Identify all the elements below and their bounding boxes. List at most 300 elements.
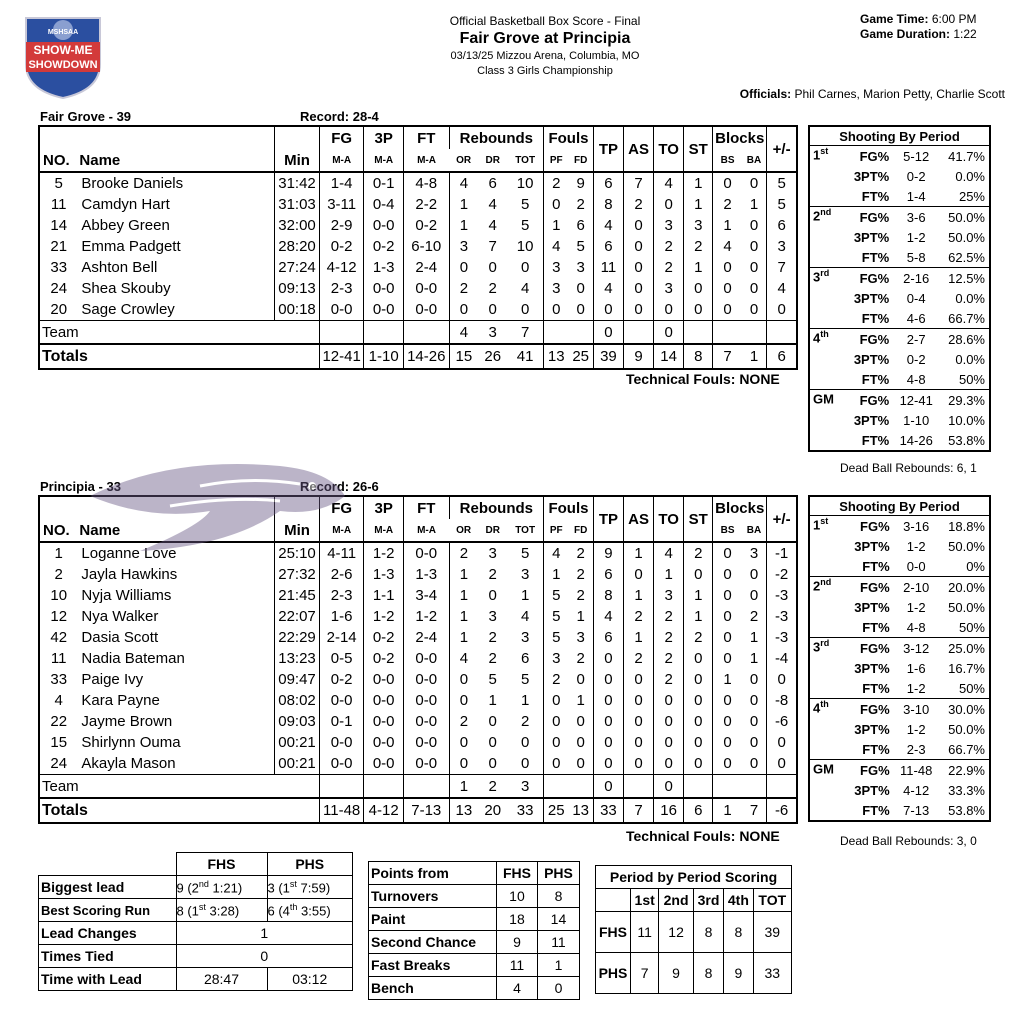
player-name: Dasia Scott: [81, 629, 159, 646]
stat-st: 1: [684, 585, 713, 606]
period-label-blank: [809, 349, 843, 369]
player-min: 22:07: [275, 606, 320, 627]
stat-as: 0: [623, 732, 653, 753]
phs-time-with-lead: 03:12: [267, 968, 353, 991]
team-fg: [319, 321, 364, 345]
team-ft: [403, 775, 449, 799]
lead-changes-label: Lead Changes: [39, 922, 177, 945]
summary-col-fhs: FHS: [176, 853, 267, 876]
stat-pm: -1: [767, 542, 797, 564]
team-pm: [767, 321, 797, 345]
player-min: 21:45: [275, 585, 320, 606]
stat-label: 3PT%: [854, 782, 890, 798]
stat-as: 2: [623, 606, 653, 627]
points-fhs: 10: [497, 885, 538, 908]
stat-dr: 0: [488, 587, 497, 604]
col-fouls: Fouls: [544, 126, 594, 149]
stat-label: FG%: [843, 146, 895, 167]
stat-fg: 0-2: [319, 236, 364, 257]
points-from-label: Paint: [369, 908, 497, 931]
stat-made-att: 2-3: [906, 741, 926, 757]
player-name: Camdyn Hart: [81, 196, 170, 213]
stat-label: 3PT%: [853, 229, 890, 245]
stat-pct: 50.0%: [948, 599, 985, 615]
stat-or: 0: [449, 732, 478, 753]
stat-pct: 66.7%: [948, 741, 985, 757]
stat-bs: 0: [713, 257, 742, 278]
stat-ba: 0: [749, 280, 759, 297]
stat-fd: 0: [576, 713, 585, 730]
stat-as: 0: [623, 278, 653, 299]
fair-grove-dead-ball: Dead Ball Rebounds: 6, 1: [840, 461, 977, 475]
team-dr: 2: [478, 775, 507, 799]
stat-tot: 2: [520, 713, 530, 730]
stat-ft: 6-10: [403, 236, 449, 257]
stat-tot: 3: [520, 629, 530, 646]
fhs-time-with-lead: 28:47: [176, 968, 267, 991]
stat-to: 2: [654, 648, 684, 669]
stat-as: 0: [623, 753, 653, 775]
stat-ft: 0-0: [403, 753, 449, 775]
player-name: Shirlynn Ouma: [81, 734, 181, 751]
period-score: 12: [659, 912, 694, 953]
player-name: Kara Payne: [81, 692, 160, 709]
team-or: 4: [449, 321, 478, 345]
team-to: 0: [654, 321, 684, 345]
stat-pct: 66.7%: [948, 310, 985, 326]
player-number: 4: [54, 692, 63, 709]
fair-grove-record: Record: 28-4: [300, 109, 379, 124]
stat-fg: 1-6: [319, 606, 364, 627]
period-label-blank: [809, 739, 843, 760]
stat-pct: 10.0%: [948, 412, 985, 428]
stat-or: 4: [449, 648, 478, 669]
stat-fg: 3-11: [319, 194, 364, 215]
summary-col-phs: PHS: [267, 853, 353, 876]
table-row: [39, 669, 797, 690]
stat-pct: 25%: [958, 188, 985, 204]
stat-bs: 1: [713, 215, 742, 236]
stat-tot: 6: [520, 650, 530, 667]
stat-fd: 2: [576, 566, 585, 583]
stat-pct: 53.8%: [948, 432, 985, 448]
stat-fd: 3: [576, 629, 585, 646]
col-dr: DR: [485, 524, 500, 536]
total-ft: 14-26: [403, 344, 449, 369]
stat-st: 2: [684, 236, 713, 257]
total-dr: 20: [478, 798, 507, 823]
stat-st: 1: [684, 194, 713, 215]
player-number: 5: [39, 172, 77, 194]
stat-dr: 0: [488, 301, 497, 318]
stat-or: 1: [449, 564, 478, 585]
stat-ft: 0-0: [403, 542, 449, 564]
fair_grove-box-table: [38, 125, 798, 370]
stat-ba: 1: [749, 196, 759, 213]
stat-pct: 30.0%: [937, 699, 990, 720]
stat-made-att: 3-10: [896, 699, 937, 720]
stat-pct: 50.0%: [948, 538, 985, 554]
player-number: 24: [50, 280, 68, 297]
stat-pm: -2: [767, 564, 797, 585]
stat-label: FG%: [843, 268, 895, 289]
player-number: 20: [50, 301, 68, 318]
player-number: 33: [50, 671, 68, 688]
player-min: 09:47: [275, 669, 320, 690]
stat-or: 1: [449, 194, 478, 215]
stat-tot: 5: [507, 542, 543, 564]
team-as: [623, 321, 653, 345]
player-name: Emma Padgett: [81, 238, 181, 255]
stat-pf: 0: [544, 753, 569, 775]
col-or: OR: [456, 524, 472, 536]
stat-to: 4: [654, 542, 684, 564]
col-ma: M-A: [364, 149, 403, 172]
points-phs: 11: [537, 931, 579, 954]
stat-ba: 0: [749, 692, 759, 709]
stat-dr: 2: [488, 629, 497, 646]
stat-label: FT%: [861, 432, 890, 448]
stat-made-att: 0-2: [906, 351, 926, 367]
stat-pct: 50.0%: [948, 229, 985, 245]
stat-as: 0: [623, 257, 653, 278]
stat-ba: 0: [749, 755, 759, 772]
period-label: 3rd: [809, 268, 843, 289]
team-fg: [319, 775, 364, 799]
table-row: [39, 648, 797, 669]
stat-bs: 0: [713, 753, 742, 775]
total-bs: 1: [713, 798, 742, 823]
game-time-block: [860, 12, 1005, 42]
stat-tp3: 0-0: [364, 690, 403, 711]
points-fhs: 9: [497, 931, 538, 954]
stat-made-att: 0-2: [906, 168, 926, 184]
stat-ft: 3-4: [403, 585, 449, 606]
stat-tp: 6: [593, 564, 623, 585]
stat-pf: 4: [544, 236, 569, 257]
col-st: ST: [684, 126, 713, 172]
player-min: 00:18: [275, 299, 320, 321]
stat-pm: 0: [767, 753, 797, 775]
stat-tp3: 0-0: [364, 711, 403, 732]
stat-to: 2: [654, 606, 684, 627]
points-phs: 14: [537, 908, 579, 931]
period-label-blank: [809, 227, 843, 247]
period-label: 2nd: [809, 207, 843, 228]
stat-pm: -6: [767, 711, 797, 732]
stat-bs: 0: [713, 172, 742, 194]
stat-to: 0: [654, 753, 684, 775]
stat-pf: 0: [544, 194, 569, 215]
team-as: [623, 775, 653, 799]
stat-bs: 2: [713, 194, 742, 215]
stat-label: FG%: [843, 699, 896, 720]
table-row: [39, 753, 797, 775]
period-label-blank: [809, 247, 843, 268]
stat-made-att: 5-12: [895, 146, 937, 167]
period-label-blank: [809, 288, 843, 308]
stat-made-att: 1-2: [906, 721, 926, 737]
stat-made-att: 2-7: [895, 329, 937, 350]
stat-tp: 4: [593, 215, 623, 236]
stat-or: 0: [449, 299, 478, 321]
event-name: Class 3 Girls Championship: [477, 65, 613, 77]
stat-ft: 2-4: [403, 257, 449, 278]
team-ba: [742, 321, 767, 345]
stat-pf: 0: [544, 711, 569, 732]
points-phs: 0: [537, 977, 579, 1000]
col-tp: TP: [593, 496, 623, 542]
stat-bs: 0: [713, 542, 742, 564]
stat-ft: 0-0: [403, 648, 449, 669]
stat-pm: 0: [767, 732, 797, 753]
stat-made-att: 14-26: [899, 432, 933, 448]
col-to: TO: [654, 496, 684, 542]
player-number: 2: [54, 566, 63, 583]
col-plus-minus: +/-: [767, 126, 797, 172]
period-score: 9: [659, 953, 694, 994]
total-pm: -6: [767, 798, 797, 823]
stat-st: 0: [684, 732, 713, 753]
period-label: 3rd: [809, 638, 843, 659]
stat-label: FT%: [861, 310, 890, 326]
header: [380, 14, 710, 79]
period-score: 11: [631, 912, 659, 953]
stat-tot: 0: [520, 301, 530, 318]
stat-fg: 0-0: [319, 299, 364, 321]
team-bs: [713, 775, 742, 799]
stat-fd: 1: [576, 608, 585, 625]
stat-bs: 4: [713, 236, 742, 257]
stat-st: 2: [684, 627, 713, 648]
principia-technical-fouls: Technical Fouls: NONE: [626, 828, 780, 844]
stat-ba: 0: [749, 566, 759, 583]
stat-pm: -3: [767, 627, 797, 648]
period-label-blank: [809, 719, 843, 739]
period-label-blank: [809, 658, 843, 678]
stat-ba: 0: [749, 734, 759, 751]
lead-changes-value: 1: [176, 922, 353, 945]
principia-title: Principia - 33: [40, 479, 121, 494]
stat-pm: 6: [767, 215, 797, 236]
period-label: 1st: [809, 146, 843, 167]
period-label: GM: [809, 760, 843, 781]
stat-fg: 1-4: [319, 172, 364, 194]
stat-ba: 0: [749, 238, 759, 255]
team-label: Team: [39, 775, 319, 799]
col-fg: FG: [319, 496, 364, 519]
stat-bs: 0: [713, 299, 742, 321]
team-tp: 0: [593, 775, 623, 799]
svg-text:MSHSAA: MSHSAA: [47, 29, 79, 36]
total-st: 8: [684, 344, 713, 369]
total-or: 15: [449, 344, 478, 369]
stat-pm: 7: [767, 257, 797, 278]
team-label: Team: [39, 321, 319, 345]
period-label-blank: [809, 369, 843, 390]
stat-label: 3PT%: [853, 351, 890, 367]
stat-pm: 0: [767, 299, 797, 321]
stat-tp: 11: [593, 257, 623, 278]
period-label-blank: [809, 166, 843, 186]
principia-record: Record: 26-6: [300, 479, 379, 494]
stat-tp: 8: [593, 585, 623, 606]
stat-label: FT%: [861, 188, 890, 204]
team-pm: [767, 775, 797, 799]
stat-fg: 2-6: [319, 564, 364, 585]
stat-bs: 0: [713, 278, 742, 299]
stat-label: FT%: [862, 741, 890, 757]
stat-tp3: 0-2: [364, 648, 403, 669]
player-min: 28:20: [275, 236, 320, 257]
stat-tot: 4: [520, 280, 530, 297]
stat-st: 1: [684, 257, 713, 278]
period-score: 8: [724, 912, 753, 953]
player-name: Jayla Hawkins: [81, 566, 178, 583]
period-score: 39: [753, 912, 791, 953]
stat-st: 0: [684, 669, 713, 690]
table-row: [39, 172, 797, 194]
stat-fg: 2-14: [319, 627, 364, 648]
stat-fd: 9: [568, 172, 593, 194]
points-col-phs: PHS: [537, 862, 579, 885]
stat-pct: 62.5%: [948, 249, 985, 265]
stat-ba: 0: [742, 172, 767, 194]
stat-tp3: 0-0: [364, 278, 403, 299]
stat-label: FT%: [862, 680, 890, 696]
stat-tot: 10: [516, 238, 534, 255]
stat-pf: 0: [544, 690, 569, 711]
player-number: 22: [50, 713, 68, 730]
stat-pct: 12.5%: [937, 268, 990, 289]
stat-pm: 4: [767, 278, 797, 299]
stat-label: FT%: [861, 249, 890, 265]
period-label: 4th: [809, 699, 843, 720]
summary-value-fhs: 9 (2nd 1:21): [176, 876, 267, 899]
stat-ba: 2: [749, 608, 759, 625]
stat-or: 1: [449, 606, 478, 627]
fair-grove-shooting: [808, 125, 991, 452]
points-fhs: 11: [497, 954, 538, 977]
stat-pct: 0.0%: [955, 168, 985, 184]
stat-fg: 4-11: [319, 542, 364, 564]
stat-tp: 4: [593, 278, 623, 299]
fair-grove-box: [38, 125, 798, 370]
stat-pf: 3: [544, 257, 569, 278]
stat-dr: 5: [488, 671, 497, 688]
stat-fg: 0-1: [319, 711, 364, 732]
stat-fg: 2-9: [319, 215, 364, 236]
stat-fd: 0: [576, 734, 585, 751]
stat-label: 3PT%: [853, 412, 890, 428]
col-tot: TOT: [515, 154, 536, 166]
stat-bs: 0: [713, 711, 742, 732]
stat-pm: 3: [767, 236, 797, 257]
stat-or: 2: [449, 711, 478, 732]
stat-pm: -3: [767, 606, 797, 627]
stat-made-att: 1-2: [906, 229, 926, 245]
stat-tp: 0: [593, 753, 623, 775]
officials-names: Phil Carnes, Marion Petty, Charlie Scott: [794, 87, 1005, 101]
stat-pf: 5: [544, 585, 569, 606]
total-st: 6: [684, 798, 713, 823]
stat-made-att: 3-6: [895, 207, 937, 228]
player-number: 14: [50, 217, 68, 234]
stat-made-att: 4-12: [903, 782, 930, 798]
table-row: [39, 278, 797, 299]
stat-to: 0: [654, 711, 684, 732]
period-scoring-table: [595, 865, 792, 994]
col-bs: BS: [713, 149, 742, 172]
table-row: [39, 542, 797, 564]
total-tp3: 4-12: [364, 798, 403, 823]
team-pf: [544, 321, 569, 345]
team-to: 0: [654, 775, 684, 799]
team-tot: 7: [507, 321, 543, 345]
stat-st: 2: [684, 542, 713, 564]
total-to: 16: [654, 798, 684, 823]
stat-or: 4: [449, 172, 478, 194]
period-team: PHS: [596, 953, 631, 994]
shooting-title: Shooting By Period: [839, 128, 960, 144]
stat-as: 0: [623, 690, 653, 711]
stat-pm: -3: [767, 585, 797, 606]
stat-tot: 10: [507, 172, 543, 194]
stat-pf: 0: [544, 732, 569, 753]
stat-or: 0: [449, 257, 478, 278]
period-label-blank: [809, 308, 843, 329]
stat-tp: 0: [593, 299, 623, 321]
stat-fd: 1: [576, 692, 585, 709]
blank-cell: [39, 853, 177, 876]
stat-ba: 0: [749, 713, 759, 730]
stat-made-att: 3-12: [896, 638, 937, 659]
stat-fg: 0-2: [319, 669, 364, 690]
stat-label: FG%: [843, 329, 895, 350]
period-label-blank: [809, 186, 843, 207]
stat-pct: 50.0%: [937, 207, 990, 228]
stat-ft: 0-0: [403, 711, 449, 732]
total-fd: 25: [568, 344, 593, 369]
col-min: Min: [275, 149, 320, 172]
stat-or: 1: [449, 627, 478, 648]
stat-tp: 0: [593, 711, 623, 732]
stat-fd: 0: [576, 280, 585, 297]
stat-fg: 4-12: [319, 257, 364, 278]
col-bs: BS: [713, 519, 742, 542]
stat-pm: -8: [767, 690, 797, 711]
col-name: Name: [79, 521, 121, 539]
col-ba: BA: [746, 524, 762, 536]
col-fg: FG: [319, 126, 364, 149]
stat-made-att: 0-0: [906, 558, 926, 574]
stat-pm: 5: [767, 194, 797, 215]
stat-pm: 5: [767, 172, 797, 194]
period-label: 4th: [809, 329, 843, 350]
stat-st: 0: [684, 753, 713, 775]
player-number: 11: [50, 196, 67, 213]
col-pf: PF: [544, 519, 569, 542]
stat-or: 0: [449, 690, 478, 711]
total-or: 13: [449, 798, 478, 823]
points-from-title: Points from: [369, 862, 497, 885]
stat-to: 0: [654, 194, 684, 215]
officials: [600, 87, 1005, 101]
stat-tp3: 1-2: [364, 606, 403, 627]
stat-fg: 0-5: [319, 648, 364, 669]
stat-pct: 25.0%: [937, 638, 990, 659]
player-name: Brooke Daniels: [77, 172, 274, 194]
